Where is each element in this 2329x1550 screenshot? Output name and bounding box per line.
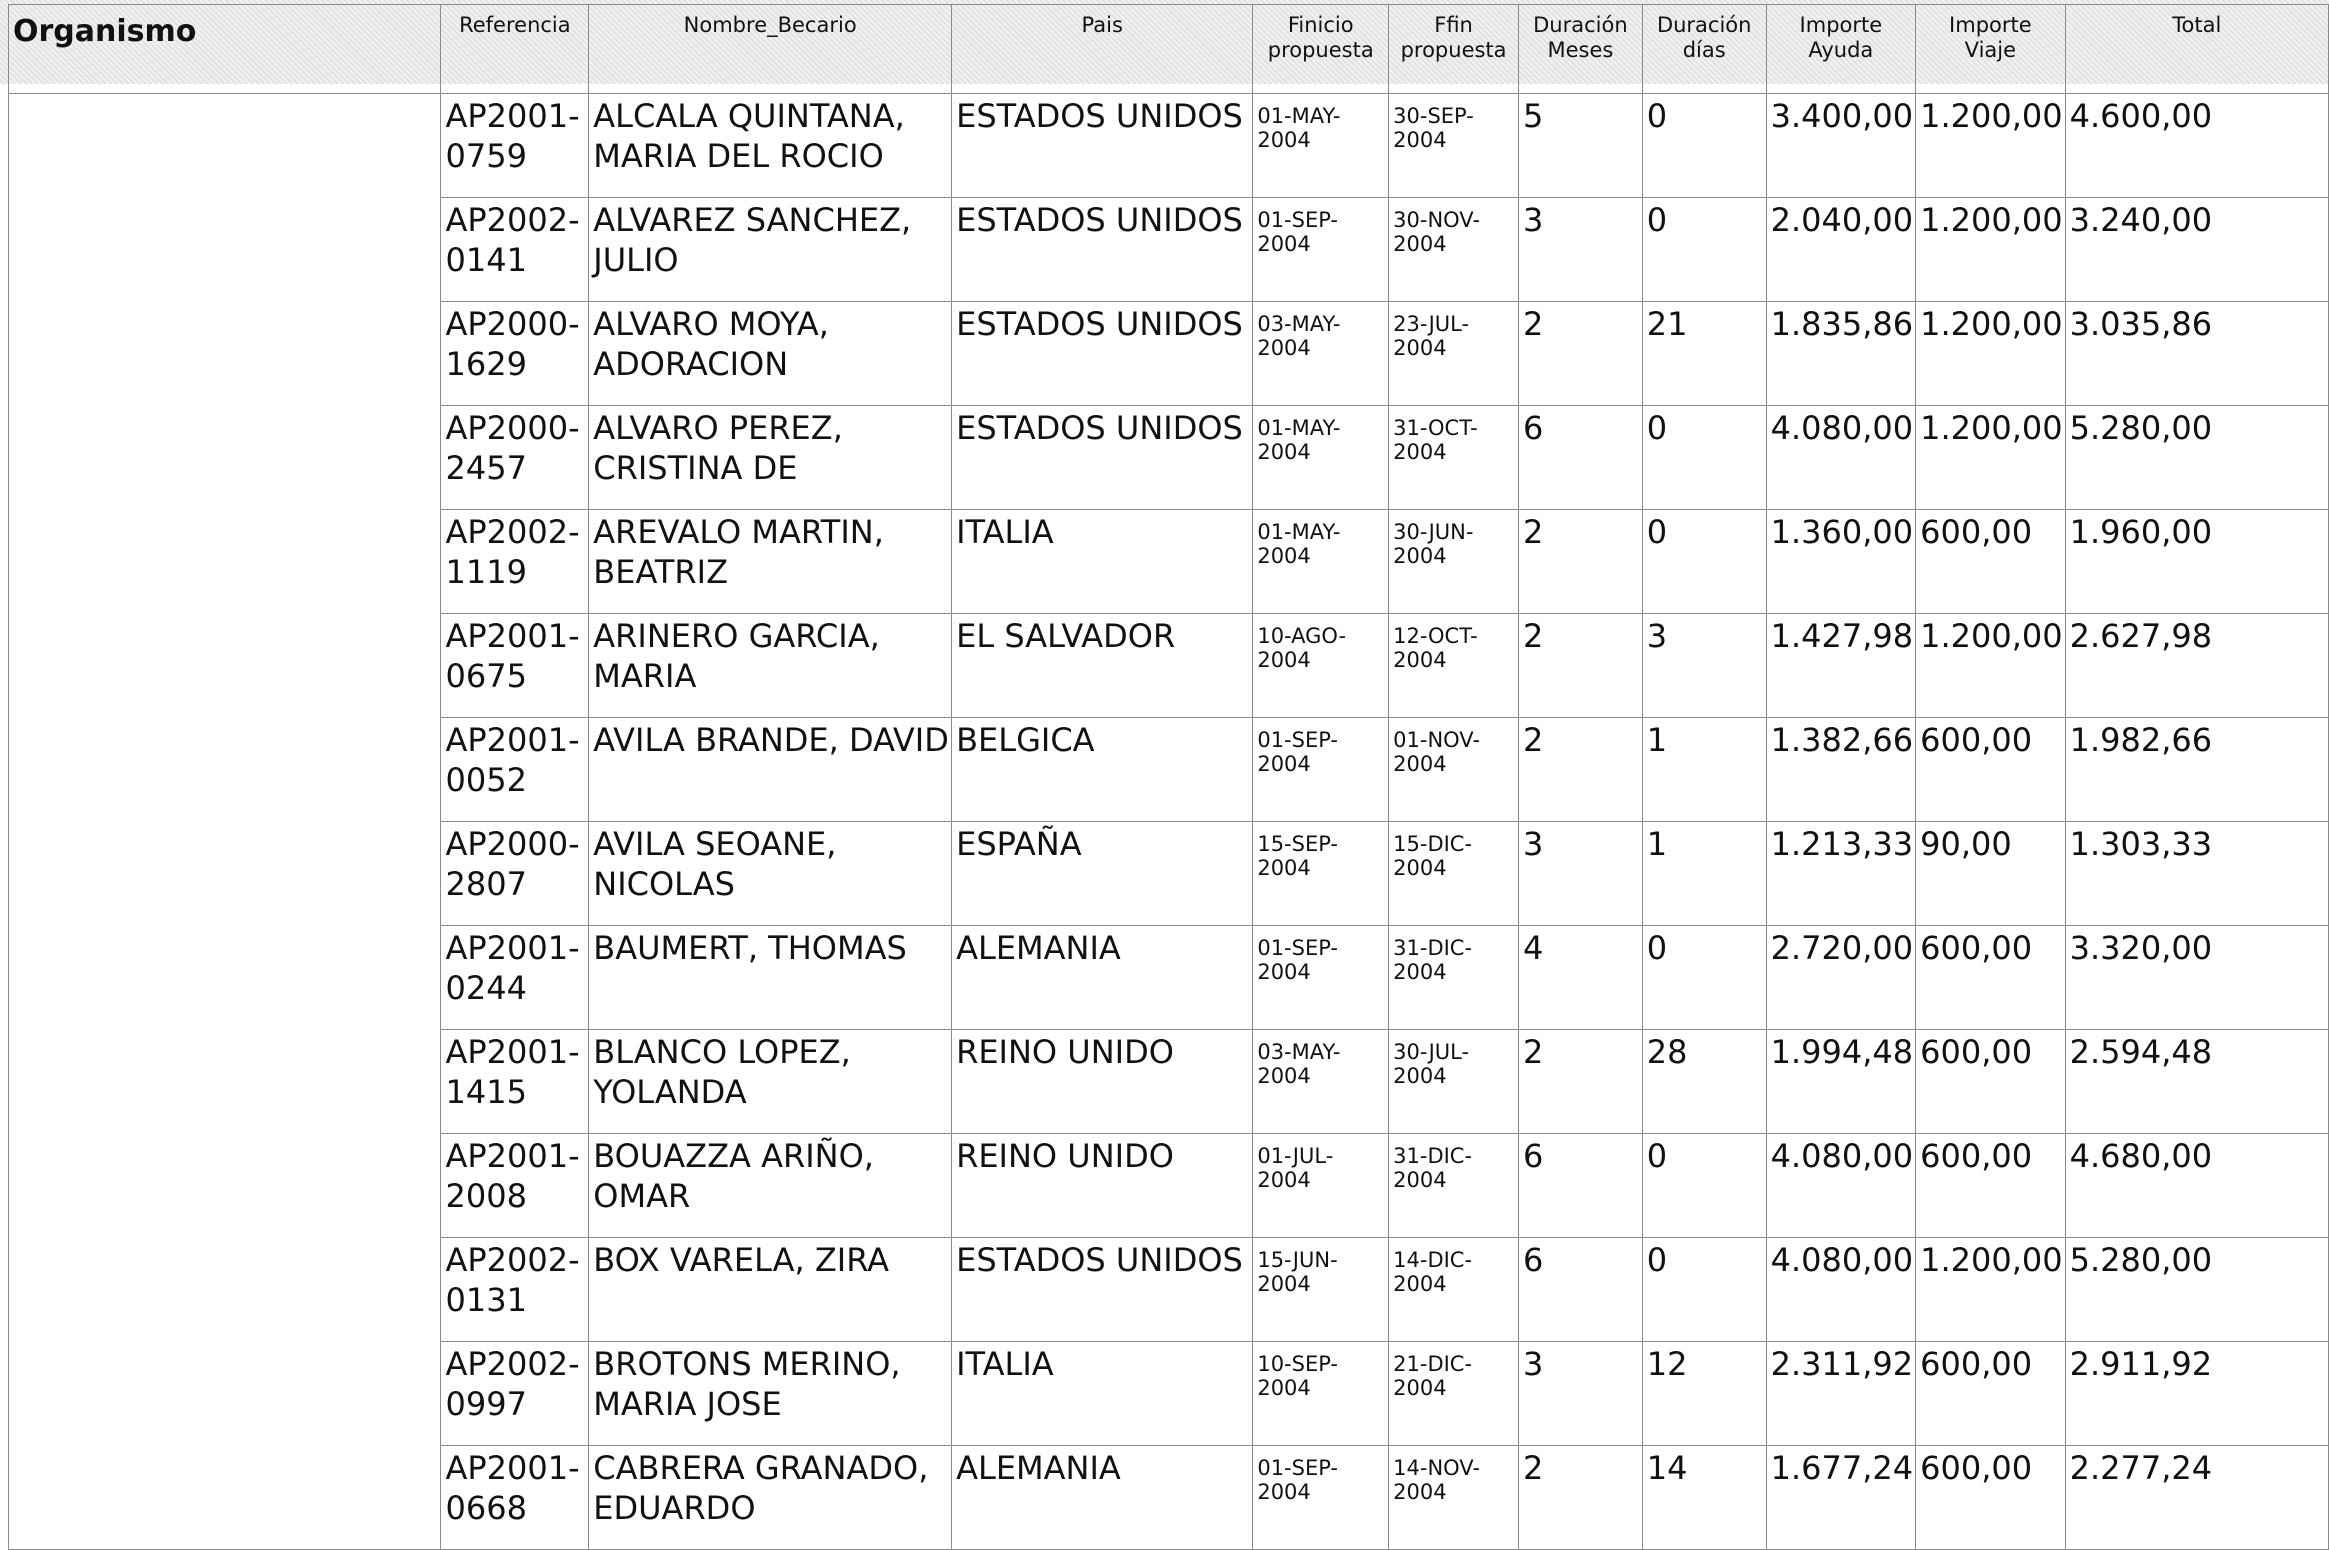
cell-referencia: AP2002-0131 bbox=[441, 1238, 589, 1342]
cell-viaje: 1.200,00 bbox=[1916, 1238, 2066, 1342]
cell-nombre: ALVARO MOYA, ADORACION bbox=[589, 302, 952, 406]
cell-nombre: ALVARO PEREZ, CRISTINA DE bbox=[589, 406, 952, 510]
cell-referencia: AP2001-0244 bbox=[441, 926, 589, 1030]
cell-total: 1.982,66 bbox=[2065, 718, 2328, 822]
cell-referencia: AP2001-2008 bbox=[441, 1134, 589, 1238]
cell-meses: 2 bbox=[1518, 510, 1642, 614]
cell-finicio: 10-AGO-2004 bbox=[1253, 614, 1389, 718]
table-row bbox=[9, 94, 2329, 198]
cell-pais: ESTADOS UNIDOS bbox=[952, 406, 1253, 510]
cell-ffin: 12-OCT-2004 bbox=[1389, 614, 1519, 718]
cell-pais: ITALIA bbox=[952, 510, 1253, 614]
cell-meses: 3 bbox=[1518, 822, 1642, 926]
cell-referencia: AP2002-0141 bbox=[441, 198, 589, 302]
cell-pais: ESTADOS UNIDOS bbox=[952, 94, 1253, 198]
cell-finicio: 01-MAY-2004 bbox=[1253, 510, 1389, 614]
cell-ffin: 14-NOV-2004 bbox=[1389, 1446, 1519, 1550]
cell-total: 4.680,00 bbox=[2065, 1134, 2328, 1238]
cell-ffin: 30-NOV-2004 bbox=[1389, 198, 1519, 302]
cell-total: 2.911,92 bbox=[2065, 1342, 2328, 1446]
cell-nombre: AVILA SEOANE, NICOLAS bbox=[589, 822, 952, 926]
header-row bbox=[9, 5, 2329, 94]
cell-meses: 3 bbox=[1518, 198, 1642, 302]
cell-viaje: 1.200,00 bbox=[1916, 406, 2066, 510]
cell-referencia: AP2001-0759 bbox=[441, 94, 589, 198]
cell-ffin: 23-JUL-2004 bbox=[1389, 302, 1519, 406]
cell-viaje: 600,00 bbox=[1916, 718, 2066, 822]
header-ffin: Ffin propuesta bbox=[1389, 5, 1519, 94]
cell-pais: REINO UNIDO bbox=[952, 1030, 1253, 1134]
cell-dias: 1 bbox=[1642, 718, 1766, 822]
cell-nombre: BOX VARELA, ZIRA bbox=[589, 1238, 952, 1342]
cell-nombre: CABRERA GRANADO, EDUARDO bbox=[589, 1446, 952, 1550]
cell-ffin: 31-DIC-2004 bbox=[1389, 926, 1519, 1030]
cell-viaje: 1.200,00 bbox=[1916, 614, 2066, 718]
cell-ayuda: 1.427,98 bbox=[1766, 614, 1916, 718]
cell-ayuda: 1.360,00 bbox=[1766, 510, 1916, 614]
organismo-cell bbox=[9, 94, 441, 1550]
cell-referencia: AP2000-2807 bbox=[441, 822, 589, 926]
header-importe-ayuda: Importe Ayuda bbox=[1766, 5, 1916, 94]
cell-meses: 2 bbox=[1518, 614, 1642, 718]
cell-dias: 0 bbox=[1642, 198, 1766, 302]
cell-total: 5.280,00 bbox=[2065, 1238, 2328, 1342]
cell-dias: 28 bbox=[1642, 1030, 1766, 1134]
cell-viaje: 600,00 bbox=[1916, 1342, 2066, 1446]
cell-meses: 4 bbox=[1518, 926, 1642, 1030]
cell-meses: 6 bbox=[1518, 1238, 1642, 1342]
cell-nombre: AVILA BRANDE, DAVID bbox=[589, 718, 952, 822]
cell-meses: 3 bbox=[1518, 1342, 1642, 1446]
cell-ayuda: 2.720,00 bbox=[1766, 926, 1916, 1030]
cell-meses: 2 bbox=[1518, 302, 1642, 406]
cell-meses: 2 bbox=[1518, 1446, 1642, 1550]
cell-nombre: BROTONS MERINO, MARIA JOSE bbox=[589, 1342, 952, 1446]
cell-total: 5.280,00 bbox=[2065, 406, 2328, 510]
cell-nombre: ALCALA QUINTANA, MARIA DEL ROCIO bbox=[589, 94, 952, 198]
cell-dias: 12 bbox=[1642, 1342, 1766, 1446]
cell-viaje: 1.200,00 bbox=[1916, 198, 2066, 302]
cell-pais: ALEMANIA bbox=[952, 926, 1253, 1030]
cell-viaje: 1.200,00 bbox=[1916, 94, 2066, 198]
cell-ayuda: 1.835,86 bbox=[1766, 302, 1916, 406]
header-pais: Pais bbox=[952, 5, 1253, 94]
cell-ffin: 30-JUN-2004 bbox=[1389, 510, 1519, 614]
header-referencia: Referencia bbox=[441, 5, 589, 94]
cell-viaje: 600,00 bbox=[1916, 926, 2066, 1030]
cell-meses: 5 bbox=[1518, 94, 1642, 198]
cell-referencia: AP2002-0997 bbox=[441, 1342, 589, 1446]
cell-viaje: 600,00 bbox=[1916, 1134, 2066, 1238]
cell-viaje: 600,00 bbox=[1916, 510, 2066, 614]
cell-nombre: BOUAZZA ARIÑO, OMAR bbox=[589, 1134, 952, 1238]
cell-meses: 2 bbox=[1518, 1030, 1642, 1134]
cell-finicio: 03-MAY-2004 bbox=[1253, 1030, 1389, 1134]
cell-dias: 0 bbox=[1642, 1134, 1766, 1238]
becarios-table bbox=[8, 4, 2329, 1550]
cell-finicio: 01-SEP-2004 bbox=[1253, 198, 1389, 302]
cell-dias: 1 bbox=[1642, 822, 1766, 926]
cell-ayuda: 4.080,00 bbox=[1766, 1238, 1916, 1342]
cell-finicio: 01-MAY-2004 bbox=[1253, 94, 1389, 198]
header-total: Total bbox=[2065, 5, 2328, 94]
cell-ffin: 31-DIC-2004 bbox=[1389, 1134, 1519, 1238]
cell-pais: ITALIA bbox=[952, 1342, 1253, 1446]
cell-finicio: 10-SEP-2004 bbox=[1253, 1342, 1389, 1446]
cell-dias: 0 bbox=[1642, 926, 1766, 1030]
cell-referencia: AP2001-0052 bbox=[441, 718, 589, 822]
cell-dias: 0 bbox=[1642, 94, 1766, 198]
cell-finicio: 01-JUL-2004 bbox=[1253, 1134, 1389, 1238]
cell-finicio: 15-JUN-2004 bbox=[1253, 1238, 1389, 1342]
cell-pais: ESTADOS UNIDOS bbox=[952, 198, 1253, 302]
cell-meses: 6 bbox=[1518, 1134, 1642, 1238]
header-finicio: Finicio propuesta bbox=[1253, 5, 1389, 94]
cell-referencia: AP2000-2457 bbox=[441, 406, 589, 510]
cell-ffin: 31-OCT-2004 bbox=[1389, 406, 1519, 510]
cell-dias: 3 bbox=[1642, 614, 1766, 718]
cell-total: 3.320,00 bbox=[2065, 926, 2328, 1030]
cell-ayuda: 2.040,00 bbox=[1766, 198, 1916, 302]
cell-ayuda: 2.311,92 bbox=[1766, 1342, 1916, 1446]
cell-referencia: AP2001-0668 bbox=[441, 1446, 589, 1550]
cell-dias: 0 bbox=[1642, 1238, 1766, 1342]
cell-total: 3.035,86 bbox=[2065, 302, 2328, 406]
cell-finicio: 01-MAY-2004 bbox=[1253, 406, 1389, 510]
cell-dias: 0 bbox=[1642, 510, 1766, 614]
cell-ffin: 15-DIC-2004 bbox=[1389, 822, 1519, 926]
header-organismo: Organismo bbox=[9, 5, 441, 94]
cell-total: 4.600,00 bbox=[2065, 94, 2328, 198]
header-duracion-dias: Duración días bbox=[1642, 5, 1766, 94]
cell-meses: 6 bbox=[1518, 406, 1642, 510]
cell-total: 2.594,48 bbox=[2065, 1030, 2328, 1134]
cell-total: 3.240,00 bbox=[2065, 198, 2328, 302]
cell-referencia: AP2001-1415 bbox=[441, 1030, 589, 1134]
cell-pais: ESTADOS UNIDOS bbox=[952, 1238, 1253, 1342]
cell-pais: ALEMANIA bbox=[952, 1446, 1253, 1550]
cell-pais: ESTADOS UNIDOS bbox=[952, 302, 1253, 406]
cell-pais: EL SALVADOR bbox=[952, 614, 1253, 718]
cell-ayuda: 3.400,00 bbox=[1766, 94, 1916, 198]
cell-nombre: ALVAREZ SANCHEZ, JULIO bbox=[589, 198, 952, 302]
header-importe-viaje: Importe Viaje bbox=[1916, 5, 2066, 94]
cell-total: 2.277,24 bbox=[2065, 1446, 2328, 1550]
cell-total: 1.960,00 bbox=[2065, 510, 2328, 614]
cell-referencia: AP2000-1629 bbox=[441, 302, 589, 406]
cell-referencia: AP2002-1119 bbox=[441, 510, 589, 614]
cell-ffin: 21-DIC-2004 bbox=[1389, 1342, 1519, 1446]
cell-dias: 0 bbox=[1642, 406, 1766, 510]
cell-finicio: 01-SEP-2004 bbox=[1253, 1446, 1389, 1550]
cell-total: 1.303,33 bbox=[2065, 822, 2328, 926]
cell-ayuda: 1.213,33 bbox=[1766, 822, 1916, 926]
cell-finicio: 01-SEP-2004 bbox=[1253, 718, 1389, 822]
cell-nombre: BAUMERT, THOMAS bbox=[589, 926, 952, 1030]
cell-nombre: AREVALO MARTIN, BEATRIZ bbox=[589, 510, 952, 614]
header-nombre: Nombre_Becario bbox=[589, 5, 952, 94]
cell-nombre: ARINERO GARCIA, MARIA bbox=[589, 614, 952, 718]
cell-ayuda: 4.080,00 bbox=[1766, 1134, 1916, 1238]
cell-ayuda: 1.677,24 bbox=[1766, 1446, 1916, 1550]
cell-viaje: 600,00 bbox=[1916, 1446, 2066, 1550]
cell-nombre: BLANCO LOPEZ, YOLANDA bbox=[589, 1030, 952, 1134]
cell-viaje: 600,00 bbox=[1916, 1030, 2066, 1134]
cell-ayuda: 1.382,66 bbox=[1766, 718, 1916, 822]
cell-dias: 21 bbox=[1642, 302, 1766, 406]
cell-ffin: 30-JUL-2004 bbox=[1389, 1030, 1519, 1134]
cell-total: 2.627,98 bbox=[2065, 614, 2328, 718]
cell-finicio: 01-SEP-2004 bbox=[1253, 926, 1389, 1030]
cell-viaje: 90,00 bbox=[1916, 822, 2066, 926]
cell-referencia: AP2001-0675 bbox=[441, 614, 589, 718]
cell-pais: ESPAÑA bbox=[952, 822, 1253, 926]
cell-meses: 2 bbox=[1518, 718, 1642, 822]
cell-finicio: 03-MAY-2004 bbox=[1253, 302, 1389, 406]
cell-finicio: 15-SEP-2004 bbox=[1253, 822, 1389, 926]
cell-pais: REINO UNIDO bbox=[952, 1134, 1253, 1238]
cell-ffin: 01-NOV-2004 bbox=[1389, 718, 1519, 822]
cell-dias: 14 bbox=[1642, 1446, 1766, 1550]
cell-ffin: 30-SEP-2004 bbox=[1389, 94, 1519, 198]
cell-ffin: 14-DIC-2004 bbox=[1389, 1238, 1519, 1342]
header-duracion-meses: Duración Meses bbox=[1518, 5, 1642, 94]
cell-ayuda: 4.080,00 bbox=[1766, 406, 1916, 510]
cell-ayuda: 1.994,48 bbox=[1766, 1030, 1916, 1134]
cell-viaje: 1.200,00 bbox=[1916, 302, 2066, 406]
cell-pais: BELGICA bbox=[952, 718, 1253, 822]
